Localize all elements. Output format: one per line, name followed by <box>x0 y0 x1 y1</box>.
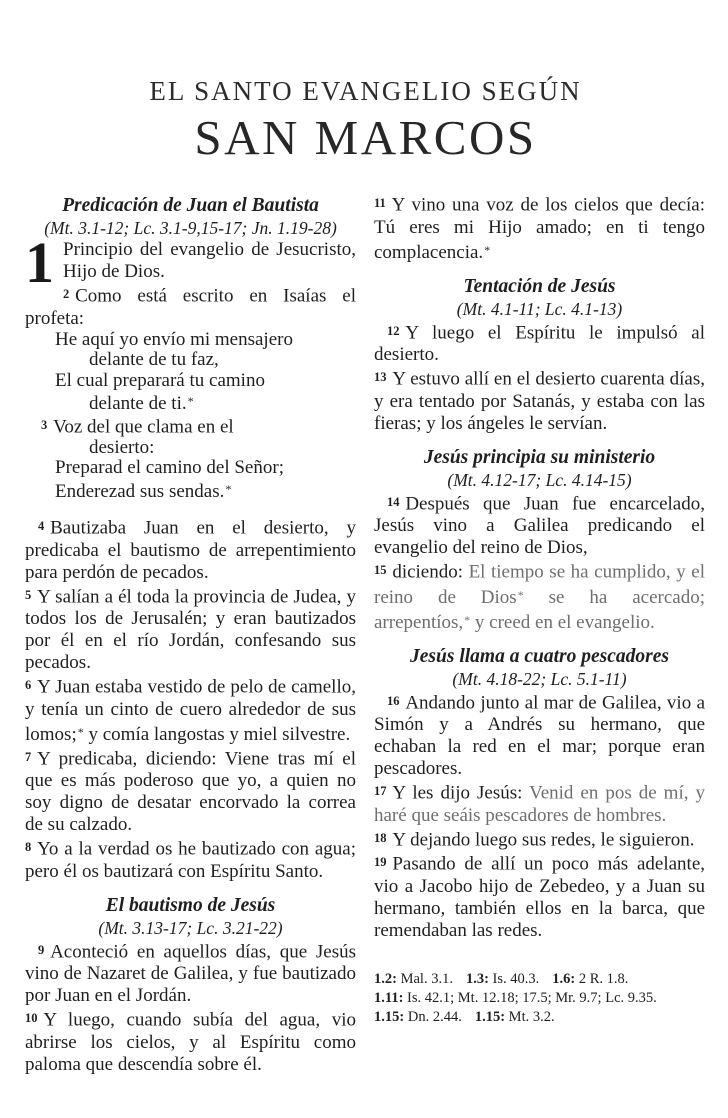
verse-text: Y Juan estaba vestido de pelo de camello, y tenía un cinto de cuero alrededor de sus lomos; <box>25 676 356 745</box>
poetry-text: He aquí yo envío mi mensajero <box>55 328 293 350</box>
verse-number: 18 <box>374 830 387 845</box>
section-heading: El bautismo de Jesús <box>105 894 276 916</box>
verse-number: 14 <box>387 494 400 509</box>
poetry-text: desierto: <box>89 436 155 458</box>
verse-number: 16 <box>387 693 400 708</box>
footnote-star: * <box>484 242 491 257</box>
verse-text: Aconteció en aquellos días, que Jesús vino de Nazaret de Galilea, y fue bautizado por Juan en el Jordán. <box>25 941 356 1006</box>
verse-text: Y estuvo allí en el desierto cuarenta días, y era tentado por Satanás, y estaba con las fieras; y los ángeles le servían. <box>374 368 705 434</box>
verse-number: 11 <box>374 196 386 210</box>
footnote-item: 1.6: 2 R. 1.8. <box>552 970 629 987</box>
poetry-text: Voz del que clama en el <box>53 416 234 437</box>
verse <box>25 584 356 675</box>
words-of-jesus: Venid en pos de mí, y haré que seáis pescadores de hombres. <box>374 782 705 826</box>
poetry-line <box>25 350 356 371</box>
parallel-passage-refs: (Mt. 4.12-17; Lc. 4.14-15) <box>447 469 632 490</box>
verse-number: 9 <box>38 942 45 957</box>
verse-number: 2 <box>63 287 70 301</box>
section-heading: Jesús llama a cuatro pescadores <box>410 645 669 667</box>
words-of-jesus: y creed en el evangelio. <box>470 611 655 633</box>
verse-text: Pasando de allí un poco más adelante, vio a Jacobo hijo de Zebedeo, y a Juan su hermano, también ellos en la barca, que remendaban las redes. <box>374 853 705 941</box>
footnote-star: * <box>225 481 232 496</box>
footnote-line <box>374 1008 705 1027</box>
book-kicker: EL SANTO EVANGELIO SEGÚN <box>149 76 582 106</box>
verse-number: 17 <box>374 784 387 798</box>
verse-number: 15 <box>374 563 387 577</box>
words-of-jesus: El tiempo se ha cumplido, y el reino de Dios <box>374 561 705 608</box>
verse-text: Y luego, cuando subía del agua, vio abrirse los cielos, y al Espíritu como paloma que descendía sobre él. <box>25 1009 356 1075</box>
verse-number: 3 <box>41 417 48 432</box>
chapter-number: 1 <box>25 230 54 295</box>
parallel-passage-refs: (Mt. 3.1-12; Lc. 3.1-9,15-17; Jn. 1.19-28) <box>44 218 337 238</box>
verse-text: Y salían a él toda la provincia de Judea, y todos los de Jerusalén; y eran bautizados por él en el río Jordán, confesando sus pecados. <box>25 586 356 673</box>
verse-text: Yo a la verdad os he bautizado con agua; pero él os bautizará con Espíritu Santo. <box>25 838 356 882</box>
verse <box>25 836 356 883</box>
footnote-star: * <box>187 394 194 408</box>
verse-text: diciendo: <box>392 561 469 583</box>
verse-text: Y luego el Espíritu le impulsó al desierto. <box>374 322 705 365</box>
poetry-line <box>25 391 356 415</box>
poetry-text: delante de ti. <box>89 393 187 414</box>
poetry-line <box>25 415 356 438</box>
verse-number: 6 <box>25 678 32 692</box>
verse-text: y comía langostas y miel silvestre. <box>83 723 351 745</box>
verse-text: Después que Juan fue encarcelado, Jesús vino a Galilea predicando el evangelio del reino de Dios, <box>374 493 705 558</box>
footnote-item: 1.15: Mt. 3.2. <box>474 1008 555 1025</box>
footnote-ref: 1.6: <box>552 970 576 987</box>
verse-text: Bautizaba Juan en el desierto, y predicaba el bautismo de arrepentimiento para perdón de pecados. <box>25 517 356 583</box>
poetry-text: Preparad el camino del Señor; <box>55 457 284 478</box>
verse <box>374 827 705 852</box>
verse <box>25 746 356 837</box>
verse-number: 8 <box>25 840 32 854</box>
verse <box>25 939 356 1008</box>
footnote-ref: 1.11: <box>374 989 404 1006</box>
parallel-passage-refs: (Mt. 3.13-17; Lc. 3.21-22) <box>98 917 283 938</box>
poetry-block <box>25 330 356 503</box>
verse <box>374 780 705 827</box>
footnote-ref: 1.15: <box>474 1008 506 1025</box>
verse <box>374 491 705 560</box>
book-title: SAN MARCOS <box>194 110 537 165</box>
verse-text: Como está escrito en Isaías el profeta: <box>25 285 356 329</box>
section-heading: Tentación de Jesús <box>463 275 616 297</box>
footnote-line <box>374 970 705 989</box>
poetry-text: delante de tu faz, <box>89 349 219 370</box>
verse-number: 19 <box>374 855 387 869</box>
poetry-line <box>25 458 356 479</box>
verse-number: 5 <box>25 587 32 602</box>
footnote-star: * <box>464 612 471 627</box>
text-column-right <box>374 192 705 1076</box>
verse-text: Y predicaba, diciendo: Viene tras mí el que es más poderoso que yo, a quien no soy digno de desatar encorvado la correa de su calzado. <box>25 748 356 835</box>
verse <box>25 515 356 584</box>
poetry-text: Enderezad sus sendas. <box>55 480 225 502</box>
verse <box>25 674 356 746</box>
verse-number: 13 <box>374 370 387 384</box>
poetry-line <box>25 479 356 503</box>
verse-text: Principio del evangelio de Jesucristo, Hijo de Dios. <box>63 239 356 282</box>
verse-number: 4 <box>38 519 45 533</box>
footnote-ref: 1.2: <box>374 970 397 987</box>
footnote-star: * <box>517 587 524 602</box>
poetry-line <box>25 330 356 351</box>
footnote-item: 1.11: Is. 42.1; Mt. 12.18; 17.5; Mr. 9.7; Lc. 9.35. <box>374 989 657 1006</box>
verse-number: 7 <box>25 749 32 764</box>
text-column-left <box>25 192 356 1076</box>
section-heading: Jesús principia su ministerio <box>423 446 656 468</box>
parallel-passage-refs: (Mt. 4.18-22; Lc. 5.1-11) <box>452 668 627 689</box>
poetry-text: El cual preparará tu camino <box>55 369 265 391</box>
footnote-ref: 1.3: <box>465 970 489 987</box>
verse <box>374 559 705 634</box>
text-columns <box>25 192 706 1076</box>
section-heading: Predicación de Juan el Bautista <box>62 195 319 216</box>
verse-text: Y les dijo Jesús: <box>392 782 530 804</box>
poetry-line <box>25 438 356 459</box>
footnote-item: 1.2: Mal. 3.1. <box>374 970 453 987</box>
verse <box>374 690 705 781</box>
footnote-item: 1.3: Is. 40.3. <box>465 970 540 987</box>
verse-text: Andando junto al mar de Galilea, vio a Simón y a Andrés su hermano, que echaban la red en el mar; porque eran pescadores. <box>374 692 705 779</box>
poetry-line <box>25 371 356 392</box>
footnote-line <box>374 989 705 1008</box>
footnotes <box>374 970 705 1027</box>
footnote-item: 1.15: Dn. 2.44. <box>374 1008 462 1025</box>
words-of-jesus: se ha acercado; arrepentíos, <box>374 586 705 633</box>
verse-text: Y vino una voz de los cielos que decía: Tú eres mi Hijo amado; en ti tengo complacencia. <box>374 194 705 263</box>
verse <box>374 851 705 942</box>
verse-number: 12 <box>387 323 400 338</box>
parallel-passage-refs: (Mt. 4.1-11; Lc. 4.1-13) <box>456 298 623 319</box>
verse-text: Y dejando luego sus redes, le siguieron. <box>392 829 695 850</box>
verse <box>374 366 705 435</box>
footnote-star: * <box>77 724 84 739</box>
verse-number: 10 <box>25 1011 38 1025</box>
verse <box>374 192 705 264</box>
chapter-opening-verse <box>25 230 356 295</box>
verse <box>25 283 356 330</box>
verse <box>374 320 705 367</box>
footnote-ref: 1.15: <box>374 1008 405 1025</box>
verse <box>25 1007 356 1076</box>
